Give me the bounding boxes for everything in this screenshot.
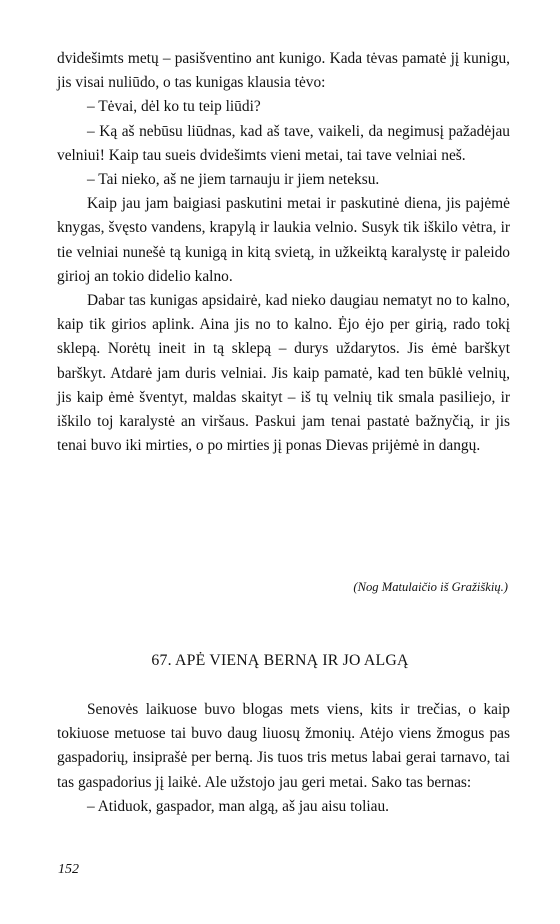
paragraph: dvidešimts metų – pasišventino ant kunigo. Kada tėvas pamatė jį kunigu, jis visai nuliūdo, o tas kunigas klausia tėvo: — [57, 50, 510, 92]
story-heading: 67. APĖ VIENĄ BERNĄ IR JO ALGĄ — [151, 652, 409, 669]
paragraph: – Atiduok, gaspador, man algą, aš jau aisu toliau. — [87, 797, 390, 815]
paragraph: – Tėvai, dėl ko tu teip liūdi? — [87, 98, 261, 116]
paragraph: Senovės laikuose buvo blogas mets viens, kits ir trečias, o kaip tokiuose metuose tai buvo daug liuosų žmonių. Atėjo viens žmogus pas gaspadorių, insiprašė per berną. Jis tuos tris metus labai gerai tarnavo, tai tas gaspadorius jį laikė. Ale užstojo jau geri metai. Sako tas bernas: — [57, 701, 510, 791]
paragraph: Kaip jau jam baigiasi paskutini metai ir paskutinė diena, jis pajėmė knygas, švęsto vandens, krapylą ir laukia velnio. Susyk tik iškilo vėtra, ir tie velniai nunešė tą kunigą in kitą svietą, in užkeiktą karalystę ir paleido girioj an tokio didelio kalno. — [57, 195, 510, 285]
story-text-2 — [57, 698, 510, 819]
paragraph: – Tai nieko, aš ne jiem tarnauju ir jiem neteksu. — [87, 171, 380, 189]
paragraph: – Ką aš nebūsu liūdnas, kad aš tave, vaikeli, da negimusį pažadėjau velniui! Kaip tau sueis dvidešimts vieni metai, tai tave velniai neš. — [57, 122, 510, 164]
paragraph: Dabar tas kunigas apsidairė, kad nieko daugiau nematyt no to kalno, kaip tik girios aplink. Aina jis no to kalno. Ėjo ėjo per girią, rado tokį sklepą. Norėtų ineit in tą sklepą – durys uždarytos. Jis ėmė barškyt barškyt. Atdarė jam duris velniai. Jis kaip pamatė, kad ten būklė velnių, jis kaip ėmė šventyt, maldas skaityt – iš tų velnių tik smala pasiliejo, ir iškilo toj karalystė an viršaus. Paskui jam tenai pastatė bažnyčią, ir jis tenai buvo iki mirties, o po mirties jį ponas Dievas prijėmė in dangų. — [57, 292, 510, 455]
story-text — [57, 47, 510, 458]
page-number: 152 — [58, 862, 79, 877]
source-note: (Nog Matulaičio iš Gražiškių.) — [353, 580, 508, 594]
